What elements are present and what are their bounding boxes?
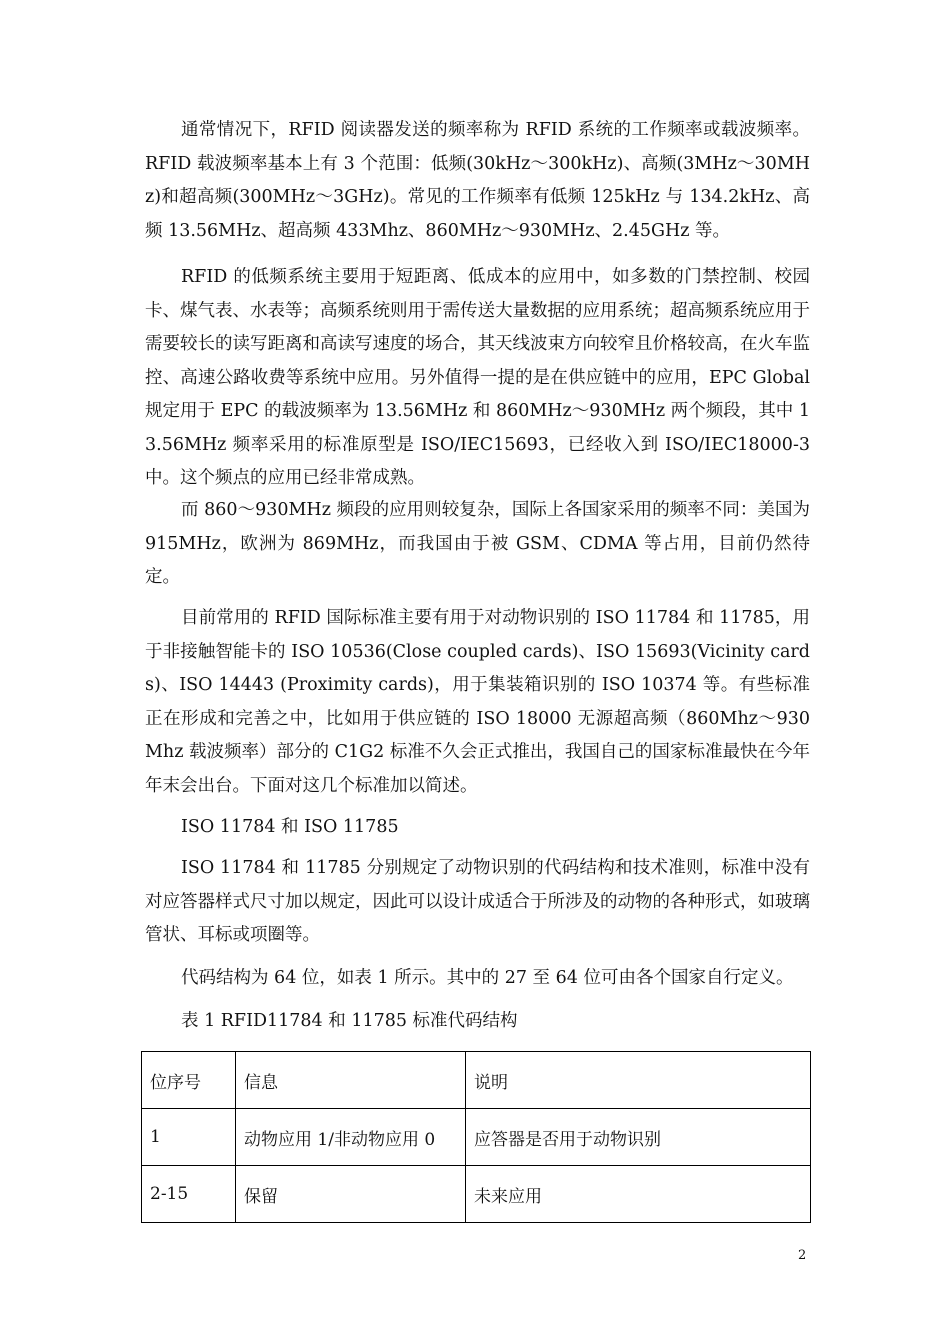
paragraph-code-structure: 代码结构为 64 位，如表 1 所示。其中的 27 至 64 位可由各个国家自行定义。: [181, 968, 794, 988]
table-cell-info: 保留: [236, 1166, 466, 1223]
table-cell-description: 未来应用: [466, 1166, 811, 1223]
table-cell-info: 动物应用 1/非动物应用 0: [236, 1109, 466, 1166]
table-header-info: 信息: [236, 1052, 466, 1109]
table-row: [142, 1109, 811, 1166]
page-number: 2: [798, 1248, 807, 1263]
section-heading-iso-11784: ISO 11784 和 ISO 11785: [181, 817, 399, 837]
table-header-row: [142, 1052, 811, 1109]
table-cell-description: 应答器是否用于动物识别: [466, 1109, 811, 1166]
code-structure-table: [141, 1051, 811, 1223]
paragraph-iso-standards: 目前常用的 RFID 国际标准主要有用于对动物识别的 ISO 11784 和 11785，用于非接触智能卡的 ISO 10536(Close coupled cards)、ISO 15693(Vicinity cards)、ISO 14443 (Proximity cards)，用于集装箱识别的 ISO 10374 等。有些标准正在形成和完善之中，比如用于供应链的 ISO 18000 无源超高频（860Mhz～930Mhz 载波频率）部分的 C1G2 标准不久会正式推出，我国自己的国家标准最快在今年年末会出台。下面对这几个标准加以简述。: [145, 608, 810, 796]
table-row: [142, 1166, 811, 1223]
paragraph-frequency-overview: 通常情况下，RFID 阅读器发送的频率称为 RFID 系统的工作频率或载波频率。RFID 载波频率基本上有 3 个范围：低频(30kHz～300kHz)、高频(3MHz～30MHz)和超高频(300MHz～3GHz)。常见的工作频率有低频 125kHz 与 134.2kHz、高频 13.56MHz、超高频 433Mhz、860MHz～930MHz、2.45GHz 等。: [145, 120, 810, 241]
paragraph-frequency-applications: RFID 的低频系统主要用于短距离、低成本的应用中，如多数的门禁控制、校园卡、煤气表、水表等；高频系统则用于需传送大量数据的应用系统；超高频系统应用于需要较长的读写距离和高读写速度的场合，其天线波束方向较窄且价格较高，在火车监控、高速公路收费等系统中应用。另外值得一提的是在供应链中的应用，EPC Global 规定用于 EPC 的载波频率为 13.56MHz 和 860MHz～930MHz 两个频段，其中 13.56MHz 频率采用的标准原型是 ISO/IEC15693，已经收入到 ISO/IEC18000-3 中。这个频点的应用已经非常成熟。: [145, 267, 810, 488]
table-cell-bit: 1: [142, 1109, 236, 1166]
paragraph-iso-11784-description: ISO 11784 和 11785 分别规定了动物识别的代码结构和技术准则，标准中没有对应答器样式尺寸加以规定，因此可以设计成适合于所涉及的动物的各种形式，如玻璃管状、耳标或项圈等。: [145, 858, 810, 945]
table-header-description: 说明: [466, 1052, 811, 1109]
table-caption: 表 1 RFID11784 和 11785 标准代码结构: [181, 1011, 518, 1031]
table-header-bit: 位序号: [142, 1052, 236, 1109]
paragraph-uhf-regional: 而 860～930MHz 频段的应用则较复杂，国际上各国家采用的频率不同：美国为 915MHz，欧洲为 869MHz，而我国由于被 GSM、CDMA 等占用，目前仍然待定。: [145, 500, 810, 587]
table-cell-bit: 2-15: [142, 1166, 236, 1223]
